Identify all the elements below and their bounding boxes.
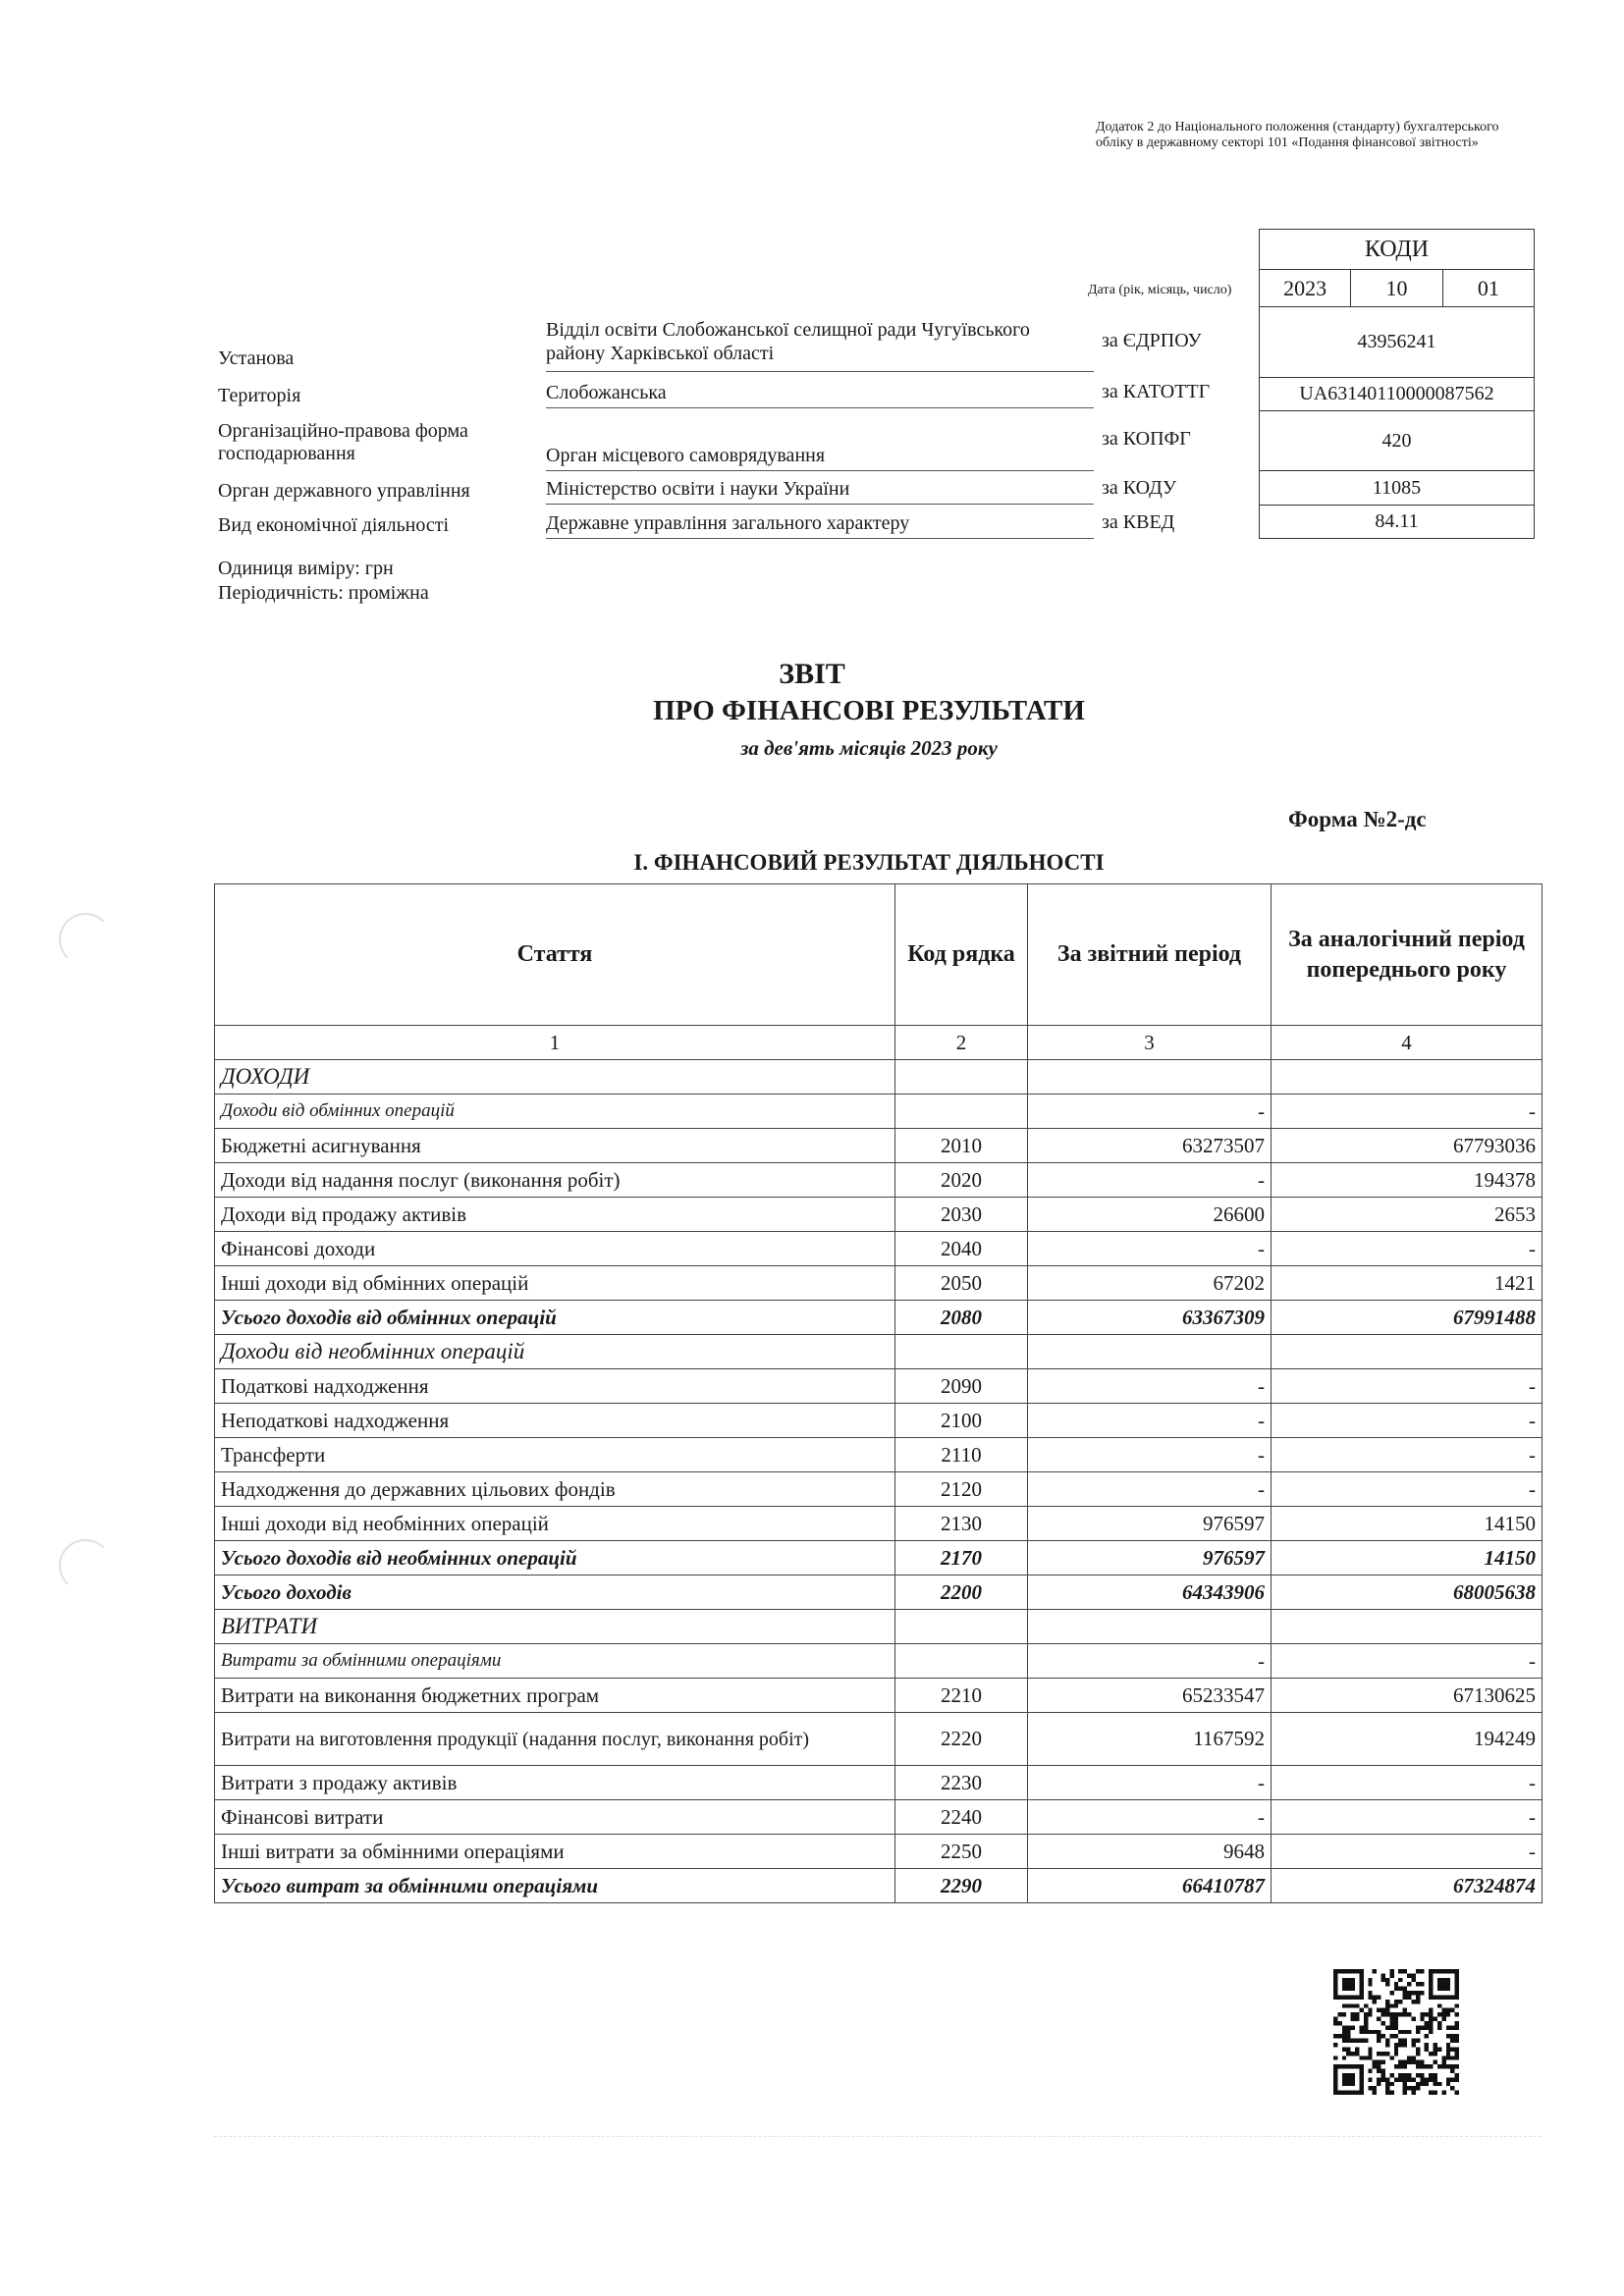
- row-code: 2050: [895, 1266, 1028, 1301]
- row-current: 65233547: [1028, 1679, 1272, 1713]
- colnum-1: 1: [215, 1026, 895, 1060]
- row-name: Доходи від продажу активів: [215, 1198, 895, 1232]
- row-previous: 67324874: [1272, 1869, 1543, 1903]
- row-name: Доходи від обмінних операцій: [215, 1095, 895, 1129]
- row-previous: 2653: [1272, 1198, 1543, 1232]
- row-code: 2010: [895, 1129, 1028, 1163]
- label-institution: Установа: [218, 347, 295, 369]
- row-previous: -: [1272, 1438, 1543, 1472]
- row-name: Інші доходи від необмінних операцій: [215, 1507, 895, 1541]
- row-name: Усього витрат за обмінними операціями: [215, 1869, 895, 1903]
- row-code: 2100: [895, 1404, 1028, 1438]
- table-row: [215, 1541, 1543, 1575]
- row-code: 2020: [895, 1163, 1028, 1198]
- table-row: [215, 1438, 1543, 1472]
- row-code: [895, 1644, 1028, 1679]
- row-code: 2240: [895, 1800, 1028, 1835]
- table-row: [215, 1335, 1543, 1369]
- table-body: [215, 1060, 1543, 1903]
- row-previous: 14150: [1272, 1541, 1543, 1575]
- table-row: [215, 1301, 1543, 1335]
- row-name: Податкові надходження: [215, 1369, 895, 1404]
- table-row: [215, 1575, 1543, 1610]
- row-current: -: [1028, 1766, 1272, 1800]
- colnum-2: 2: [895, 1026, 1028, 1060]
- row-code: 2170: [895, 1541, 1028, 1575]
- row-previous: [1272, 1610, 1543, 1644]
- table-row: [215, 1644, 1543, 1679]
- row-previous: -: [1272, 1095, 1543, 1129]
- code-edrpou: 43956241: [1260, 307, 1534, 378]
- table-row: [215, 1766, 1543, 1800]
- date-label: Дата (рік, місяць, число): [1088, 283, 1232, 297]
- row-previous: [1272, 1335, 1543, 1369]
- row-name: Доходи від необмінних операцій: [215, 1335, 895, 1369]
- row-name: Інші витрати за обмінними операціями: [215, 1835, 895, 1869]
- row-current: [1028, 1060, 1272, 1095]
- row-previous: -: [1272, 1644, 1543, 1679]
- row-code: [895, 1610, 1028, 1644]
- code-kodu: 11085: [1260, 471, 1534, 506]
- row-current: 63273507: [1028, 1129, 1272, 1163]
- row-current: 976597: [1028, 1507, 1272, 1541]
- date-row: [1260, 270, 1534, 307]
- codes-box: [1259, 229, 1535, 539]
- za-katottg: за КАТОТТГ: [1102, 381, 1211, 402]
- row-previous: 67793036: [1272, 1129, 1543, 1163]
- label-territory: Територія: [218, 385, 301, 406]
- row-name: Фінансові доходи: [215, 1232, 895, 1266]
- row-previous: -: [1272, 1369, 1543, 1404]
- report-subtitle: ПРО ФІНАНСОВІ РЕЗУЛЬТАТИ: [653, 695, 1085, 726]
- row-current: 63367309: [1028, 1301, 1272, 1335]
- codes-title: КОДИ: [1260, 230, 1534, 270]
- row-name: Витрати на виконання бюджетних програм: [215, 1679, 895, 1713]
- row-code: 2030: [895, 1198, 1028, 1232]
- row-code: [895, 1060, 1028, 1095]
- header-previous: За аналогічний період попереднього року: [1272, 884, 1543, 1026]
- row-code: 2290: [895, 1869, 1028, 1903]
- row-current: -: [1028, 1095, 1272, 1129]
- table-row: [215, 1679, 1543, 1713]
- row-name: ВИТРАТИ: [215, 1610, 895, 1644]
- row-code: 2080: [895, 1301, 1028, 1335]
- row-name: Неподаткові надходження: [215, 1404, 895, 1438]
- label-activity: Вид економічної діяльності: [218, 514, 450, 536]
- row-name: Доходи від надання послуг (виконання робіт): [215, 1163, 895, 1198]
- value-legal-form: Орган місцевого самоврядування: [546, 444, 1094, 471]
- row-previous: 68005638: [1272, 1575, 1543, 1610]
- row-current: -: [1028, 1369, 1272, 1404]
- row-current: -: [1028, 1438, 1272, 1472]
- row-current: [1028, 1335, 1272, 1369]
- date-year: 2023: [1260, 270, 1351, 306]
- row-previous: 1421: [1272, 1266, 1543, 1301]
- header-article: Стаття: [215, 884, 895, 1026]
- table-row: [215, 1266, 1543, 1301]
- row-code: 2210: [895, 1679, 1028, 1713]
- row-previous: -: [1272, 1472, 1543, 1507]
- table-row: [215, 1610, 1543, 1644]
- row-name: Витрати за обмінними операціями: [215, 1644, 895, 1679]
- za-edrpou: за ЄДРПОУ: [1102, 330, 1202, 351]
- code-katottg: UA63140110000087562: [1260, 378, 1534, 411]
- row-name: Витрати на виготовлення продукції (надання послуг, виконання робіт): [215, 1713, 895, 1766]
- row-current: 9648: [1028, 1835, 1272, 1869]
- row-previous: -: [1272, 1404, 1543, 1438]
- label-periodicity: Періодичність: проміжна: [218, 582, 429, 604]
- row-previous: 194249: [1272, 1713, 1543, 1766]
- row-code: 2250: [895, 1835, 1028, 1869]
- label-unit: Одиниця виміру: грн: [218, 558, 394, 579]
- row-code: 2230: [895, 1766, 1028, 1800]
- report-title: ЗВІТ: [779, 658, 845, 690]
- label-authority: Орган державного управління: [218, 480, 470, 502]
- row-current: -: [1028, 1472, 1272, 1507]
- row-code: 2130: [895, 1507, 1028, 1541]
- row-name: Витрати з продажу активів: [215, 1766, 895, 1800]
- footer-divider: [214, 2136, 1542, 2137]
- value-activity: Державне управління загального характеру: [546, 511, 1094, 539]
- value-institution: Відділ освіти Слобожанської селищної ради Чугуївського району Харківської області: [546, 318, 1094, 372]
- za-kopfg: за КОПФГ: [1102, 428, 1191, 450]
- colnum-4: 4: [1272, 1026, 1543, 1060]
- row-previous: -: [1272, 1232, 1543, 1266]
- row-current: 66410787: [1028, 1869, 1272, 1903]
- za-kved: за КВЕД: [1102, 511, 1175, 533]
- row-name: Надходження до державних цільових фондів: [215, 1472, 895, 1507]
- punch-hole: [59, 1539, 112, 1592]
- label-legal-form: Організаційно-правова форма господарювання: [218, 420, 468, 464]
- row-previous: -: [1272, 1835, 1543, 1869]
- regulation-note: Додаток 2 до Національного положення (стандарту) бухгалтерського обліку в державному секторі 101 «Подання фінансової звітності»: [1096, 120, 1499, 150]
- punch-hole: [59, 913, 112, 966]
- date-day: 01: [1477, 276, 1499, 300]
- report-period: за дев'ять місяців 2023 року: [740, 736, 998, 760]
- table-row: [215, 1060, 1543, 1095]
- table-row: [215, 1232, 1543, 1266]
- row-code: 2200: [895, 1575, 1028, 1610]
- table-row: [215, 1163, 1543, 1198]
- row-name: Фінансові витрати: [215, 1800, 895, 1835]
- date-month: 10: [1351, 270, 1442, 306]
- row-name: Інші доходи від обмінних операцій: [215, 1266, 895, 1301]
- table-row: [215, 1713, 1543, 1766]
- row-name: Усього доходів: [215, 1575, 895, 1610]
- table-row: [215, 1507, 1543, 1541]
- value-authority: Міністерство освіти і науки України: [546, 477, 1094, 505]
- section-title: I. ФІНАНСОВИЙ РЕЗУЛЬТАТ ДІЯЛЬНОСТІ: [633, 850, 1105, 875]
- header-code: Код рядка: [895, 884, 1028, 1026]
- code-kved: 84.11: [1375, 510, 1419, 532]
- header-current: За звітний період: [1028, 884, 1272, 1026]
- row-name: ДОХОДИ: [215, 1060, 895, 1095]
- table-row: [215, 1198, 1543, 1232]
- row-current: 1167592: [1028, 1713, 1272, 1766]
- table-row: [215, 1404, 1543, 1438]
- table-row: [215, 1869, 1543, 1903]
- row-previous: -: [1272, 1766, 1543, 1800]
- row-name: Бюджетні асигнування: [215, 1129, 895, 1163]
- row-current: 976597: [1028, 1541, 1272, 1575]
- qr-code: [1333, 1969, 1459, 2095]
- row-current: [1028, 1610, 1272, 1644]
- row-previous: 194378: [1272, 1163, 1543, 1198]
- table-row: [215, 1800, 1543, 1835]
- row-current: -: [1028, 1404, 1272, 1438]
- row-code: 2220: [895, 1713, 1028, 1766]
- row-name: Трансферти: [215, 1438, 895, 1472]
- row-current: 64343906: [1028, 1575, 1272, 1610]
- row-code: 2040: [895, 1232, 1028, 1266]
- value-territory: Слобожанська: [546, 381, 1094, 408]
- row-previous: 14150: [1272, 1507, 1543, 1541]
- row-current: -: [1028, 1644, 1272, 1679]
- row-current: -: [1028, 1163, 1272, 1198]
- row-code: [895, 1095, 1028, 1129]
- row-current: 26600: [1028, 1198, 1272, 1232]
- row-current: 67202: [1028, 1266, 1272, 1301]
- form-number: Форма №2-дс: [1288, 807, 1427, 831]
- row-current: -: [1028, 1800, 1272, 1835]
- row-code: 2120: [895, 1472, 1028, 1507]
- row-code: 2090: [895, 1369, 1028, 1404]
- row-name: Усього доходів від обмінних операцій: [215, 1301, 895, 1335]
- colnum-3: 3: [1028, 1026, 1272, 1060]
- row-name: Усього доходів від необмінних операцій: [215, 1541, 895, 1575]
- row-code: [895, 1335, 1028, 1369]
- row-current: -: [1028, 1232, 1272, 1266]
- financial-results-table: [214, 883, 1543, 1903]
- table-row: [215, 1835, 1543, 1869]
- za-kodu: за КОДУ: [1102, 477, 1177, 499]
- table-row: [215, 1472, 1543, 1507]
- code-kopfg: 420: [1260, 411, 1534, 471]
- row-previous: 67991488: [1272, 1301, 1543, 1335]
- row-previous: [1272, 1060, 1543, 1095]
- row-previous: 67130625: [1272, 1679, 1543, 1713]
- row-code: 2110: [895, 1438, 1028, 1472]
- table-row: [215, 1369, 1543, 1404]
- row-previous: -: [1272, 1800, 1543, 1835]
- table-row: [215, 1129, 1543, 1163]
- table-row: [215, 1095, 1543, 1129]
